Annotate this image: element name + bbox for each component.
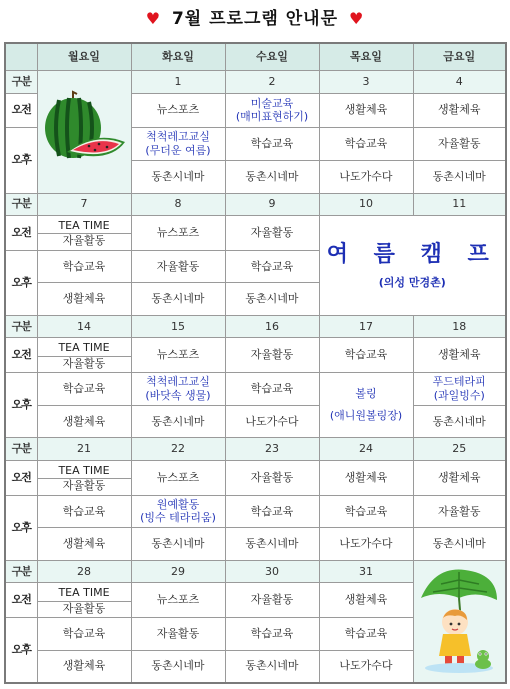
date-cell: 17	[319, 315, 413, 337]
activity-cell-special: 척척레고교실 (무더운 여름)	[131, 128, 225, 161]
activity-cell: 동촌시네마	[131, 283, 225, 316]
activity-cell: 생활체육	[413, 93, 506, 128]
date-cell: 1	[131, 71, 225, 93]
activity-cell: 동촌시네마	[413, 160, 506, 193]
activity-cell: 자율활동	[131, 250, 225, 283]
summer-camp-title: 여 름 캠 프	[326, 241, 498, 267]
gubun-label: 구분	[5, 560, 37, 582]
activity-cell: 나도가수다	[319, 160, 413, 193]
activity-cell: 학습교육	[225, 373, 319, 406]
date-cell: 16	[225, 315, 319, 337]
pm-label: 오후	[5, 128, 37, 193]
date-cell: 21	[37, 438, 131, 460]
tea-time-cell	[37, 338, 131, 373]
am-label: 오전	[5, 338, 37, 373]
weekday-tue: 화요일	[131, 43, 225, 71]
activity-cell: 자율활동	[225, 215, 319, 250]
am-label: 오전	[5, 215, 37, 250]
date-cell: 3	[319, 71, 413, 93]
activity-cell: 생활체육	[37, 405, 131, 438]
activity-cell: 동촌시네마	[131, 528, 225, 561]
heart-icon: ♥	[145, 9, 162, 28]
activity-cell: 나도가수다	[319, 528, 413, 561]
activity-cell: 학습교육	[225, 128, 319, 161]
activity-cell: 생활체육	[319, 460, 413, 495]
activity-cell-special: 미술교육 (매미표현하기)	[225, 93, 319, 128]
activity-cell: 생활체육	[413, 460, 506, 495]
date-cell: 15	[131, 315, 225, 337]
date-cell: 7	[37, 193, 131, 215]
activity-cell: 동촌시네마	[413, 405, 506, 438]
activity-cell-special: 척척레고교실 (바닷속 생물)	[131, 373, 225, 406]
activity-cell: 학습교육	[37, 373, 131, 406]
date-cell: 14	[37, 315, 131, 337]
activity-cell: 생활체육	[413, 338, 506, 373]
activity-cell: 동촌시네마	[225, 650, 319, 683]
date-cell: 22	[131, 438, 225, 460]
activity-cell: 학습교육	[37, 495, 131, 528]
activity-cell: 학습교육	[319, 128, 413, 161]
child-with-leaf-icon	[417, 564, 501, 676]
activity-cell: 자율활동	[225, 338, 319, 373]
free-activity-label: 자율활동	[62, 601, 106, 615]
tea-time-label: TEA TIME	[38, 463, 131, 480]
am-label: 오전	[5, 583, 37, 618]
activity-cell: 동촌시네마	[413, 528, 506, 561]
summer-camp-cell	[319, 215, 506, 315]
pm-label: 오후	[5, 250, 37, 315]
activity-cell: 자율활동	[131, 618, 225, 651]
week4-date-row	[5, 438, 506, 460]
pm-label: 오후	[5, 618, 37, 683]
schedule-table	[4, 42, 507, 684]
week3-pm1-row	[5, 373, 506, 406]
free-activity-label: 자율활동	[62, 356, 106, 370]
activity-cell: 학습교육	[319, 495, 413, 528]
week4-pm2-row	[5, 528, 506, 561]
tea-time-cell	[37, 460, 131, 495]
activity-cell: 자율활동	[225, 460, 319, 495]
weekday-mon: 월요일	[37, 43, 131, 71]
activity-cell: 뉴스포츠	[131, 583, 225, 618]
gubun-label: 구분	[5, 71, 37, 93]
am-label: 오전	[5, 460, 37, 495]
activity-cell: 동촌시네마	[225, 283, 319, 316]
activity-cell: 뉴스포츠	[131, 215, 225, 250]
date-cell: 29	[131, 560, 225, 582]
date-cell: 4	[413, 71, 506, 93]
activity-cell: 자율활동	[413, 128, 506, 161]
activity-cell: 생활체육	[37, 528, 131, 561]
date-cell: 8	[131, 193, 225, 215]
pm-label: 오후	[5, 495, 37, 560]
activity-cell: 생활체육	[37, 283, 131, 316]
tea-time-label: TEA TIME	[38, 585, 131, 602]
activity-cell: 학습교육	[37, 250, 131, 283]
date-cell: 11	[413, 193, 506, 215]
activity-cell: 자율활동	[225, 583, 319, 618]
gubun-label: 구분	[5, 438, 37, 460]
date-cell: 18	[413, 315, 506, 337]
weekday-wed: 수요일	[225, 43, 319, 71]
week4-am-row	[5, 460, 506, 495]
tea-time-cell	[37, 583, 131, 618]
gubun-label: 구분	[5, 193, 37, 215]
tea-time-label: TEA TIME	[38, 218, 131, 235]
date-cell: 9	[225, 193, 319, 215]
date-cell: 28	[37, 560, 131, 582]
week5-date-row	[5, 560, 506, 582]
corner-cell	[5, 43, 37, 71]
tea-time-cell	[37, 215, 131, 250]
title-text: 7월 프로그램 안내문	[171, 9, 339, 29]
activity-cell: 뉴스포츠	[131, 93, 225, 128]
free-activity-label: 자율활동	[62, 234, 106, 248]
activity-cell: 생활체육	[319, 93, 413, 128]
activity-cell: 나도가수다	[319, 650, 413, 683]
activity-cell-special: 원예활동 (빙수 테라리움)	[131, 495, 225, 528]
date-cell: 31	[319, 560, 413, 582]
date-cell: 10	[319, 193, 413, 215]
date-cell: 23	[225, 438, 319, 460]
activity-cell: 학습교육	[225, 618, 319, 651]
activity-cell: 학습교육	[225, 495, 319, 528]
gubun-label: 구분	[5, 315, 37, 337]
activity-cell: 뉴스포츠	[131, 460, 225, 495]
activity-cell: 동촌시네마	[131, 160, 225, 193]
week4-pm1-row	[5, 495, 506, 528]
child-image	[413, 560, 506, 683]
free-activity-label: 자율활동	[62, 479, 106, 493]
activity-cell: 동촌시네마	[131, 650, 225, 683]
watermelon-image	[37, 71, 131, 193]
activity-cell-special: 푸드테라피 (과일빙수)	[413, 373, 506, 406]
date-cell: 25	[413, 438, 506, 460]
week2-date-row	[5, 193, 506, 215]
activity-cell-special: 볼링 (애니원볼링장)	[319, 373, 413, 438]
page-title	[0, 6, 510, 32]
week2-am-row	[5, 215, 506, 250]
activity-cell: 뉴스포츠	[131, 338, 225, 373]
activity-cell: 동촌시네마	[225, 160, 319, 193]
activity-cell: 학습교육	[319, 618, 413, 651]
heart-icon: ♥	[348, 9, 365, 28]
activity-cell: 동촌시네마	[131, 405, 225, 438]
week3-date-row	[5, 315, 506, 337]
activity-cell: 생활체육	[37, 650, 131, 683]
week1-date-row	[5, 71, 506, 93]
activity-cell: 학습교육	[37, 618, 131, 651]
week3-pm2-row	[5, 405, 506, 438]
weekday-header-row	[5, 43, 506, 71]
activity-cell: 나도가수다	[225, 405, 319, 438]
watermelon-icon	[39, 90, 129, 170]
date-cell: 30	[225, 560, 319, 582]
weekday-thu: 목요일	[319, 43, 413, 71]
tea-time-label: TEA TIME	[38, 340, 131, 357]
pm-label: 오후	[5, 373, 37, 438]
am-label: 오전	[5, 93, 37, 128]
summer-camp-location: (의성 만경촌)	[378, 276, 446, 290]
week3-am-row	[5, 338, 506, 373]
date-cell: 2	[225, 71, 319, 93]
activity-cell: 학습교육	[319, 338, 413, 373]
activity-cell: 학습교육	[225, 250, 319, 283]
activity-cell: 자율활동	[413, 495, 506, 528]
activity-cell: 생활체육	[319, 583, 413, 618]
date-cell: 24	[319, 438, 413, 460]
weekday-fri: 금요일	[413, 43, 506, 71]
activity-cell: 동촌시네마	[225, 528, 319, 561]
